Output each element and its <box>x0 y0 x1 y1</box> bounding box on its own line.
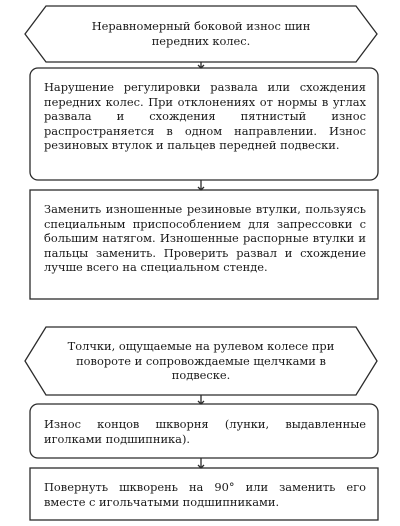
cause-2-text: Износ концов шкворня (лунки, выдавленные иголками подшипника). <box>44 417 366 446</box>
symptom-2-text: Толчки, ощущаемые на рулевом колесе при повороте и сопровождаемые щелчками в подвеске. <box>67 339 335 383</box>
remedy-2-text: Повернуть шкворень на 90° или заменить его вместе с игольчатыми подшипниками. <box>44 480 366 509</box>
symptom-1-text: Неравномерный боковой износ шин передних колес. <box>91 19 311 48</box>
cause-1-text: Нарушение регулировки развала или схождения передних колес. При отклонениях от нормы в углах развала и схождения пятнистый износ распространяется в одном направлении. Износ резиновых втулок и пальцев передней подвески. <box>44 80 366 153</box>
remedy-1-text: Заменить изношенные резиновые втулки, пользуясь специальным приспособлением для запрессовки с большим натягом. Изношенные распорные втулки и пальцы заменить. Проверить развал и схождение лучше всего на специальном стенде. <box>44 202 366 275</box>
